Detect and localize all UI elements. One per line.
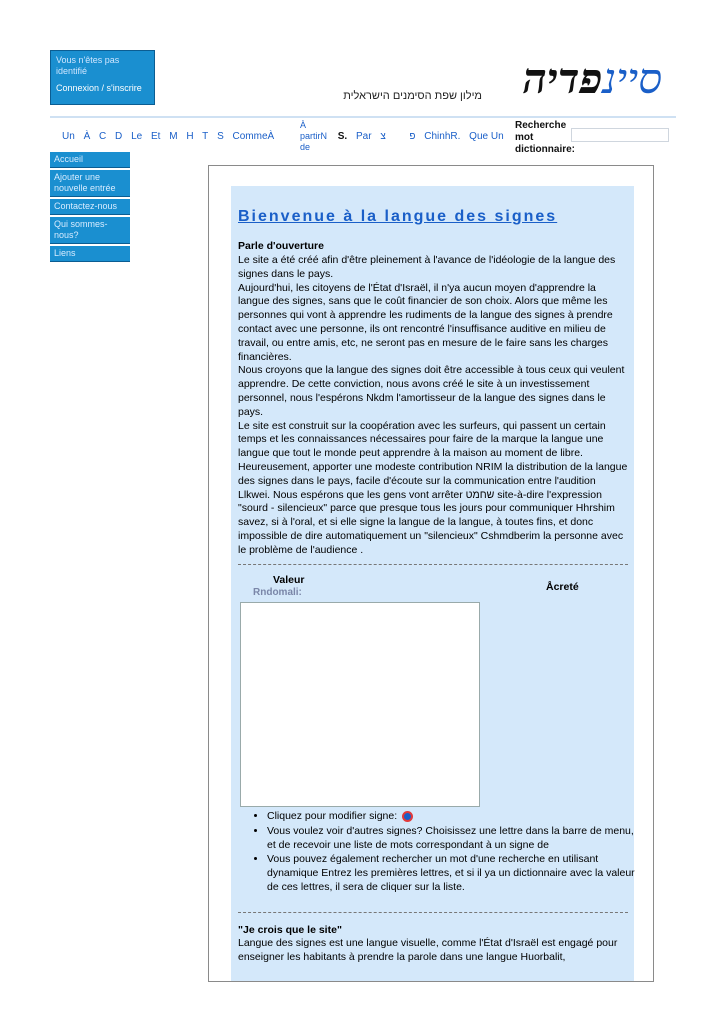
divider [238, 912, 628, 913]
nav-letter[interactable]: D [115, 131, 123, 142]
section-heading: Parle d'ouverture [238, 240, 324, 252]
edit-sign-icon[interactable] [402, 811, 413, 822]
list-item [267, 810, 639, 824]
nav-letter[interactable]: M [169, 131, 178, 142]
paragraph: Aujourd'hui, les citoyens de l'État d'Israël, il n'ya aucun moyen d'apprendre la langue des signes, sans que le coût financier de son choix. Alors que même les personnes qui vont à apprendre les rudiments de la langue des signes à prendre contact avec une personne, ils ont rencontré l'insuffisance auditive en milieu de travail, ou entre amis, etc, ne seront pas en mesure de le faire sans les charges financières. [238, 281, 613, 363]
nav-letter[interactable]: צ [380, 131, 386, 142]
list-item: • Vous pouvez également rechercher un mot d'une recherche en utilisant dynamique Entrez les premières lettres, et si il ya un dictionnaire avec la valeur de ces lettres, il sera de cliquer sur la liste. [267, 853, 639, 894]
sidebar-item-about[interactable]: Qui sommes-nous? [50, 217, 130, 244]
nav-letter[interactable]: CommeÀ [232, 131, 275, 142]
dictionary-search-input[interactable] [571, 128, 669, 142]
nav-letter[interactable]: S [217, 131, 224, 142]
nav-letter[interactable]: ChinhR. [424, 131, 461, 142]
nav-letter[interactable]: פ [409, 131, 416, 142]
login-box [50, 50, 155, 105]
sidebar-item-contact[interactable]: Contactez-nous [50, 199, 130, 215]
valeur-label: Valeur [273, 574, 305, 586]
nav-letter[interactable]: Un [62, 131, 75, 142]
list-item: • Vous voulez voir d'autres signes? Choisissez une lettre dans la barre de menu, et de recevoir une liste de mots correspondant à un signe de [267, 825, 639, 853]
tips-list [253, 810, 639, 896]
search-label [515, 120, 575, 156]
paragraph: Le site a été créé afin d'être pleinement à l'avance de l'idéologie de la langue des signes dans le pays. [238, 254, 616, 280]
letter-navbar [50, 116, 676, 155]
nav-letter[interactable]: T [202, 131, 209, 142]
intro-text [238, 254, 630, 558]
logo-mark [523, 54, 662, 104]
logo-mark-blue: סיינ [602, 54, 662, 103]
nav-letter[interactable]: S. [337, 131, 348, 142]
nav-letter[interactable]: Par [356, 131, 372, 142]
search-label-line: mot [515, 132, 534, 143]
sidebar [50, 152, 130, 264]
site-logo[interactable] [322, 54, 662, 110]
search-label-line: Recherche [515, 120, 567, 131]
login-separator: / [99, 83, 107, 93]
divider [238, 564, 628, 565]
not-identified-text: Vous n'êtes pas identifié [56, 55, 120, 76]
nav-apartir-line: À [300, 120, 307, 130]
sidebar-item-accueil[interactable]: Accueil [50, 152, 130, 168]
search-label-line: dictionnaire: [515, 144, 576, 155]
quote-text: Langue des signes est une langue visuelle, comme l'État d'Israël est engagé pour enseigner les habitants à prendre la parole dans une langue Huorbalit, [238, 937, 618, 963]
acrete-label: Åcreté [546, 581, 579, 593]
page-title: Bienvenue à la langue des signes [238, 208, 558, 225]
tip-text: Cliquez pour modifier signe: [267, 810, 398, 822]
main-frame [208, 165, 654, 982]
register-link[interactable]: s'inscrire [106, 83, 142, 93]
sign-video-player[interactable] [240, 602, 480, 807]
nav-letters [62, 131, 510, 142]
nav-letter[interactable]: Et [150, 131, 161, 142]
nav-letter[interactable]: C [99, 131, 107, 142]
logo-subtitle: מילון שפת הסימנים הישראלית [343, 90, 482, 102]
paragraph: Le site est construit sur la coopération avec les surfeurs, qui passent un certain temps et les connaissances nécessaires pour faire de la marque la langue une langue que tout le monde peut apprendre à la maison au moment de libre. Heureusement, apporter une modeste contribution NRIM la distribution de la langue des signes dans le pays, facile d'écoute sur la communication entre l'audition Llkwei. Nous espérons que les gens vont arrêter שחמט site-à-dire l'expression "sourd - silencieux" parce que presque tous les jours pour communiquer Hhrshim savez, si à l'oral, et si elle signe la langue de la langue, à toutes fins, et donc impossible de dire automatiquement un "silencieux" Cshmdberim la personne avec le problème de l'audience . [238, 419, 628, 556]
nav-apartir-line: partirN [300, 131, 328, 141]
nav-apartir[interactable] [300, 120, 327, 153]
nav-letter[interactable]: Le [131, 131, 143, 142]
rndomali-label: Rndomali: [253, 587, 302, 598]
paragraph: Nous croyons que la langue des signes doit être accessible à tous ceux qui veulent apprendre. De cette conviction, nous avons créé le site à un investissement personnel, nous l'espérons Nkdm l'amortisseur de la langue des signes dans le pays. [238, 364, 625, 418]
quote-heading: "Je crois que le site" [238, 924, 342, 936]
sidebar-item-add-entry[interactable]: Ajouter une nouvelle entrée [50, 170, 130, 197]
nav-letter[interactable]: H [186, 131, 194, 142]
nav-apartir-line: de [300, 142, 311, 152]
sidebar-item-links[interactable]: Liens [50, 246, 130, 262]
nav-letter[interactable]: Que Un [469, 131, 504, 142]
nav-letter[interactable]: À [83, 131, 91, 142]
connexion-link[interactable]: Connexion [56, 83, 100, 93]
content-panel [231, 186, 634, 981]
logo-mark-black: פדיה [522, 54, 603, 103]
